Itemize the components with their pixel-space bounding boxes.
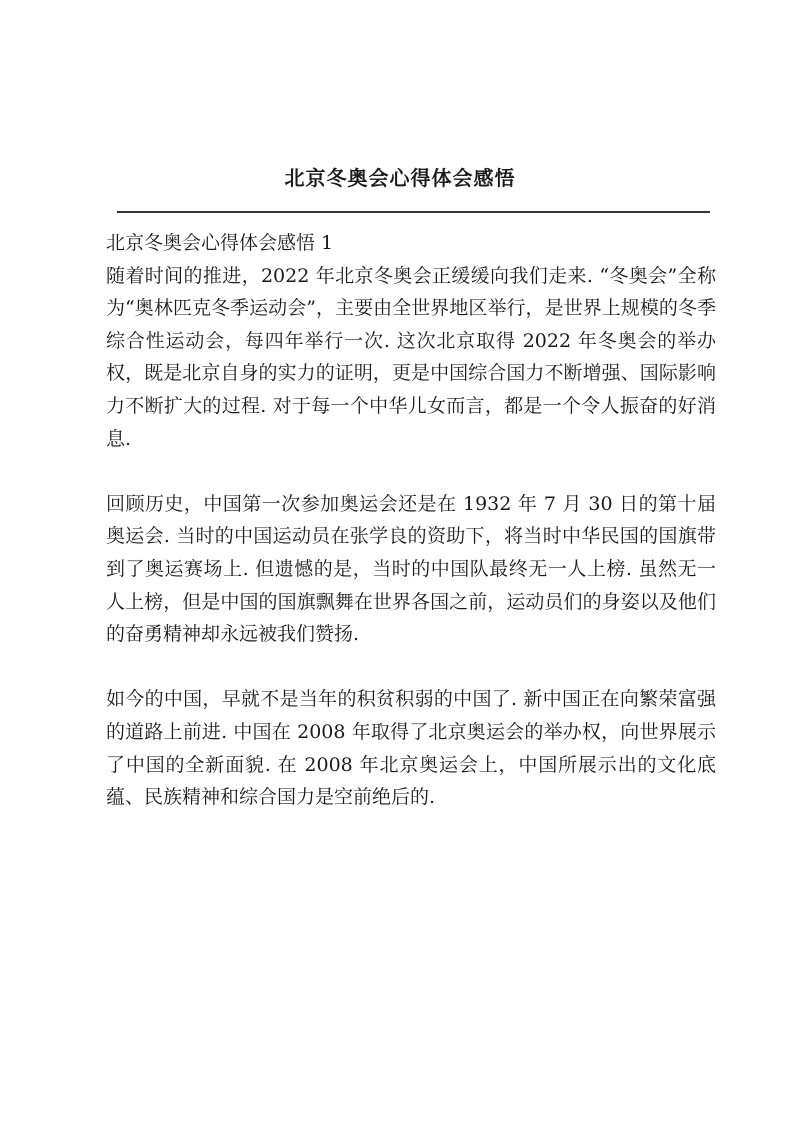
paragraph: 随着时间的推进，2022 年北京冬奥会正缓缓向我们走来. “冬奥会”全称为“奥林匹克冬季运动会”，主要由全世界地区举行，是世界上规模的冬季综合性运动会，每四年举行一次. 这次北京取得 2022 年冬奥会的举办权，既是北京自身的实力的证明，更是中国综合国力不断增强、国际影响力不断扩大的过程. 对于每一个中华儿女而言，都是一个令人振奋的好消息. [106,264,716,450]
section-heading: 北京冬奥会心得体会感悟 1 [106,232,334,254]
document-title: 北京冬奥会心得体会感悟 [284,166,516,190]
paragraph: 如今的中国，早就不是当年的积贫积弱的中国了. 新中国正在向繁荣富强的道路上前进. 中国在 2008 年取得了北京奥运会的举办权，向世界展示了中国的全新面貌. 在 2008 年北京奥运会上，中国所展示出的文化底蕴、民族精神和综合国力是空前绝后的. [106,688,716,809]
title-divider [117,211,710,213]
document-body [106,227,716,814]
paragraph: 回顾历史，中国第一次参加奥运会还是在 1932 年 7 月 30 日的第十届奥运会. 当时的中国运动员在张学良的资助下，将当时中华民国的国旗带到了奥运赛场上. 但遗憾的是，当时的中国队最终无一人上榜. 虽然无一人上榜，但是中国的国旗飘舞在世界各国之前，运动员们的身姿以及他们的奋勇精神却永远被我们赞扬. [106,492,716,646]
